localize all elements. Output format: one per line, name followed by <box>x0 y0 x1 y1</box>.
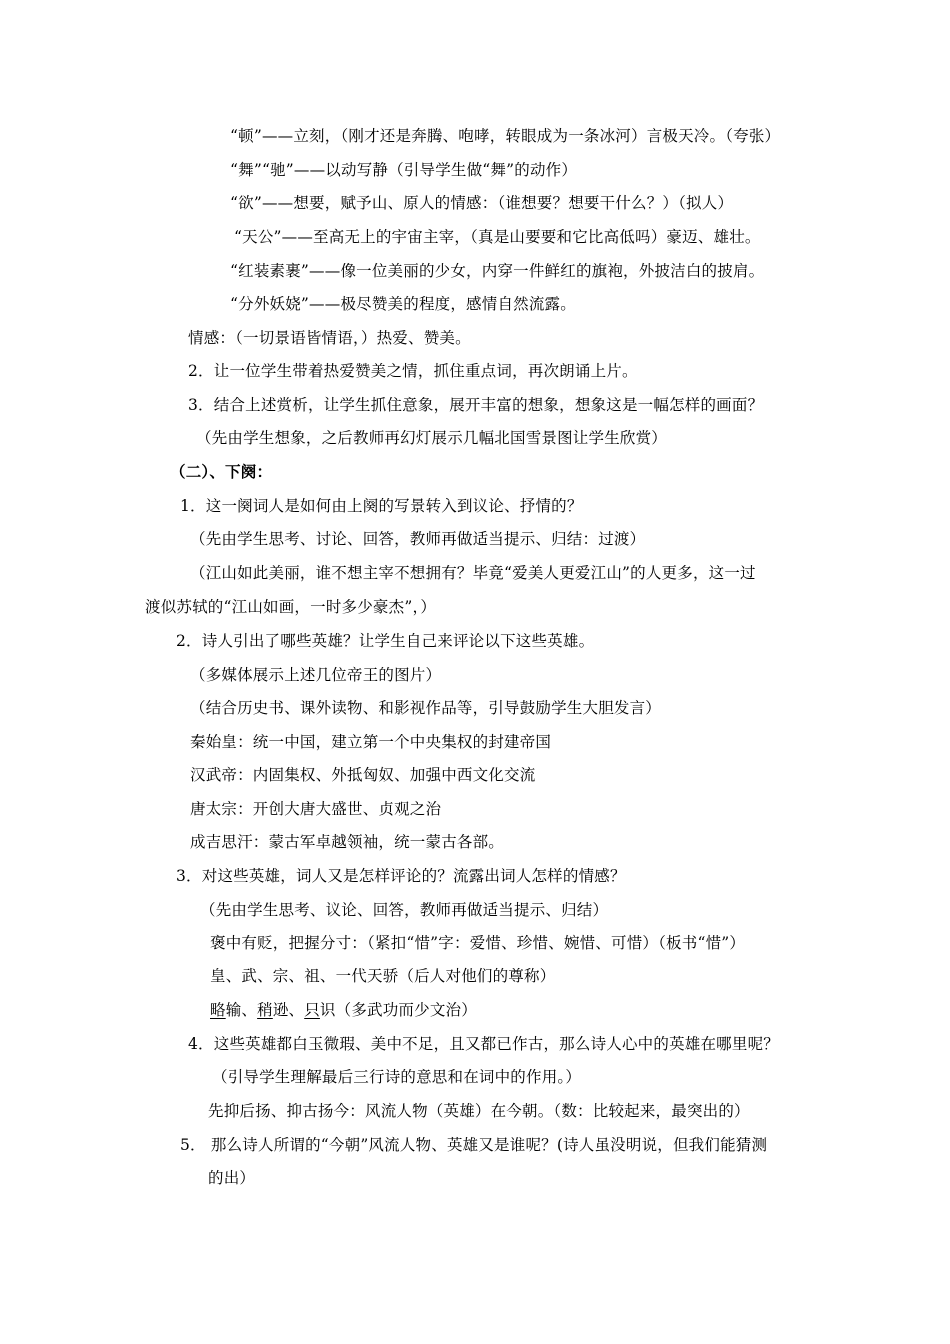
underlined-word-lue: 略 <box>210 1001 226 1019</box>
section-heading: （二）、下阕： <box>170 462 273 481</box>
question-1-para-line-2: 渡似苏轼的“江山如画，一时多少豪杰”，） <box>145 598 437 616</box>
note-yu: “欲”——想要，赋予山、原人的情感：（谁想要？想要干什么？）（拟人） <box>230 194 734 212</box>
note-dun: “顿”——立刻，（刚才还是奔腾、咆哮，转眼成为一条冰河）言极天冷。（夸张） <box>230 127 781 145</box>
word-shu: 输、 <box>225 1001 258 1019</box>
question-1-note: （先由学生思考、讨论、回答，教师再做适当提示、归结：过渡） <box>190 530 646 548</box>
note-tiangong: “天公”——至高无上的宇宙主宰，（真是山要要和它比高低吗）豪迈、雄壮。 <box>234 228 761 246</box>
hero-tang: 唐太宗：开创大唐大盛世、贞观之治 <box>190 800 442 818</box>
upper-step-2: 2．让一位学生带着热爱赞美之情，抓住重点词，再次朗诵上片。 <box>188 362 638 380</box>
question-3: 3．对这些英雄，词人又是怎样评论的？流露出词人怎样的情感？ <box>176 867 626 885</box>
question-3-note: （先由学生思考、议论、回答，教师再做适当提示、归结） <box>200 901 609 919</box>
word-shi: 识 <box>319 1001 336 1019</box>
word-xun: 逊、 <box>272 1001 305 1019</box>
question-5-line-2: 的出） <box>208 1169 256 1187</box>
hero-han: 汉武帝：内固集权、外抵匈奴、加强中西文化交流 <box>190 766 536 784</box>
upper-step-3: 3．结合上述赏析，让学生抓住意象，展开丰富的想象，想象这是一幅怎样的画面？ <box>188 396 764 414</box>
question-3-point-3-rest: （多武功而少文治） <box>335 1001 477 1019</box>
question-3-point-1: 褒中有贬，把握分寸：（紧扣“惜”字：爱惜、珍惜、婉惜、可惜）（板书“惜”） <box>210 934 746 952</box>
question-2: 2．诗人引出了哪些英雄？让学生自己来评论以下这些英雄。 <box>176 632 595 650</box>
question-4: 4．这些英雄都白玉微瑕、美中不足，且又都已作古，那么诗人心中的英雄在哪里呢？ <box>188 1035 779 1053</box>
question-1: 1．这一阕词人是如何由上阕的写景转入到议论、抒情的？ <box>180 497 583 515</box>
note-wu-chi: “舞”“驰”——以动写静（引导学生做“舞”的动作） <box>230 161 578 179</box>
upper-step-3-note: （先由学生想象，之后教师再幻灯展示几幅北国雪景图让学生欣赏） <box>196 429 668 447</box>
underlined-word-shao: 稍 <box>257 1001 273 1019</box>
question-2-note-1: （多媒体展示上述几位帝王的图片） <box>190 666 442 684</box>
question-3-point-3 <box>210 1000 477 1020</box>
note-fenwai: “分外妖娆”——极尽赞美的程度，感情自然流露。 <box>230 295 576 313</box>
question-3-point-2: 皇、武、宗、祖、一代天骄（后人对他们的尊称） <box>210 967 556 985</box>
question-5-line-1: 5． 那么诗人所谓的“今朝”风流人物、英雄又是谁呢？(诗人虽没明说，但我们能猜测 <box>180 1136 768 1154</box>
note-hongzhuang: “红装素裹”——像一位美丽的少女，内穿一件鲜红的旗袍，外披洁白的披肩。 <box>230 262 765 280</box>
emotion-line: 情感：（一切景语皆情语，）热爱、赞美。 <box>188 329 471 347</box>
question-1-para-line-1: （江山如此美丽，谁不想主宰不想拥有？毕竟“爱美人更爱江山”的人更多，这一过 <box>190 564 756 582</box>
question-4-note: （引导学生理解最后三行诗的意思和在词中的作用。） <box>212 1068 582 1086</box>
question-2-note-2: （结合历史书、课外读物、和影视作品等，引导鼓励学生大胆发言） <box>190 699 662 717</box>
hero-genghis: 成吉思汗：蒙古军卓越领袖，统一蒙古各部。 <box>190 833 505 851</box>
underlined-word-zhi: 只 <box>304 1001 320 1019</box>
hero-qin: 秦始皇：统一中国，建立第一个中央集权的封建帝国 <box>190 733 552 751</box>
question-4-point: 先抑后扬、抑古扬今：风流人物（英雄）在今朝。（数：比较起来，最突出的） <box>208 1102 750 1120</box>
